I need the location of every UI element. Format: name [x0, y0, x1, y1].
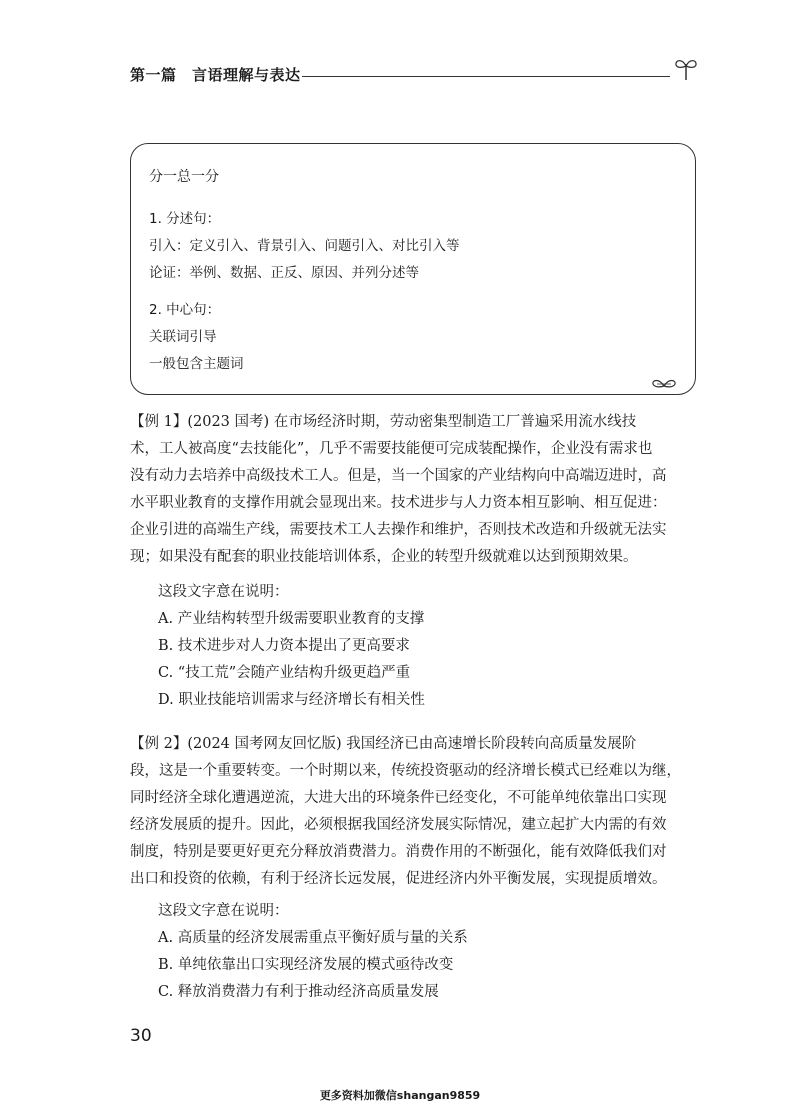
box-title: 分一总一分: [149, 169, 219, 185]
passage-line: 制度，特别是要更好更充分释放消费潜力。消费作用的不断强化，能有效降低我们对: [130, 844, 667, 860]
example1-option-a: A. 产业结构转型升级需要职业教育的支撑: [158, 611, 425, 627]
passage-line: 水平职业教育的支撑作用就会显现出来。技术进步与人力资本相互影响、相互促进：: [130, 495, 667, 511]
box-item2-line2: 一般包含主题词: [149, 356, 244, 372]
page-header: [130, 62, 700, 92]
passage-line: 术，工人被高度“去技能化”，几乎不需要技能便可完成装配操作，企业没有需求也: [130, 441, 653, 457]
example2-question: 这段文字意在说明：: [158, 903, 289, 919]
page-number: 30: [130, 1026, 152, 1046]
example1-option-c: C. “技工荒”会随产业结构升级更趋严重: [158, 665, 411, 681]
example1-passage: [130, 409, 700, 571]
footer-note: 更多资料加微信shangan9859: [319, 1089, 481, 1102]
box-item2-line1: 关联词引导: [149, 329, 217, 345]
passage-line: 没有动力去培养中高级技术工人。但是，当一个国家的产业结构向中高端迈进时，高: [130, 468, 667, 484]
box-item1-line2: 论证：举例、数据、正反、原因、并列分述等: [149, 265, 419, 281]
passage-line: 【例 1】(2023 国考) 在市场经济时期，劳动密集型制造工厂普遍采用流水线技: [130, 414, 637, 430]
box-item1-heading: 1. 分述句：: [149, 211, 221, 227]
passage-line: 出口和投资的依赖，有利于经济长远发展，促进经济内外平衡发展，实现提质增效。: [130, 871, 667, 887]
chapter-title: 第一篇 言语理解与表达: [130, 66, 301, 84]
example1-option-b: B. 技术进步对人力资本提出了更高要求: [158, 638, 410, 654]
example2-option-a: A. 高质量的经济发展需重点平衡好质与量的关系: [158, 930, 468, 946]
summary-box: [130, 143, 696, 395]
passage-line: 经济发展质的提升。因此，必须根据我国经济发展实际情况，建立起扩大内需的有效: [130, 817, 667, 833]
passage-line: 段，这是一个重要转变。一个时期以来，传统投资驱动的经济增长模式已经难以为继，: [130, 763, 681, 779]
example2-option-b: B. 单纯依靠出口实现经济发展的模式亟待改变: [158, 957, 454, 973]
sprout-icon: [649, 376, 679, 392]
passage-line: 同时经济全球化遭遇逆流，大进大出的环境条件已经变化，不可能单纯依靠出口实现: [130, 790, 667, 806]
passage-line: 企业引进的高端生产线，需要技术工人去操作和维护，否则技术改造和升级就无法实: [130, 522, 667, 538]
passage-line: 现；如果没有配套的职业技能培训体系，企业的转型升级就难以达到预期效果。: [130, 549, 638, 565]
example1-option-d: D. 职业技能培训需求与经济增长有相关性: [158, 692, 425, 708]
sprout-icon: [672, 54, 700, 82]
example1-question: 这段文字意在说明：: [158, 584, 289, 600]
example2-option-c: C. 释放消费潜力有利于推动经济高质量发展: [158, 984, 439, 1000]
passage-line: 【例 2】(2024 国考网友回忆版) 我国经济已由高速增长阶段转向高质量发展阶: [130, 736, 637, 752]
example2-passage: [130, 731, 700, 893]
header-divider: [302, 76, 670, 77]
box-item1-line1: 引入：定义引入、背景引入、问题引入、对比引入等: [149, 238, 460, 254]
box-item2-heading: 2. 中心句：: [149, 302, 221, 318]
